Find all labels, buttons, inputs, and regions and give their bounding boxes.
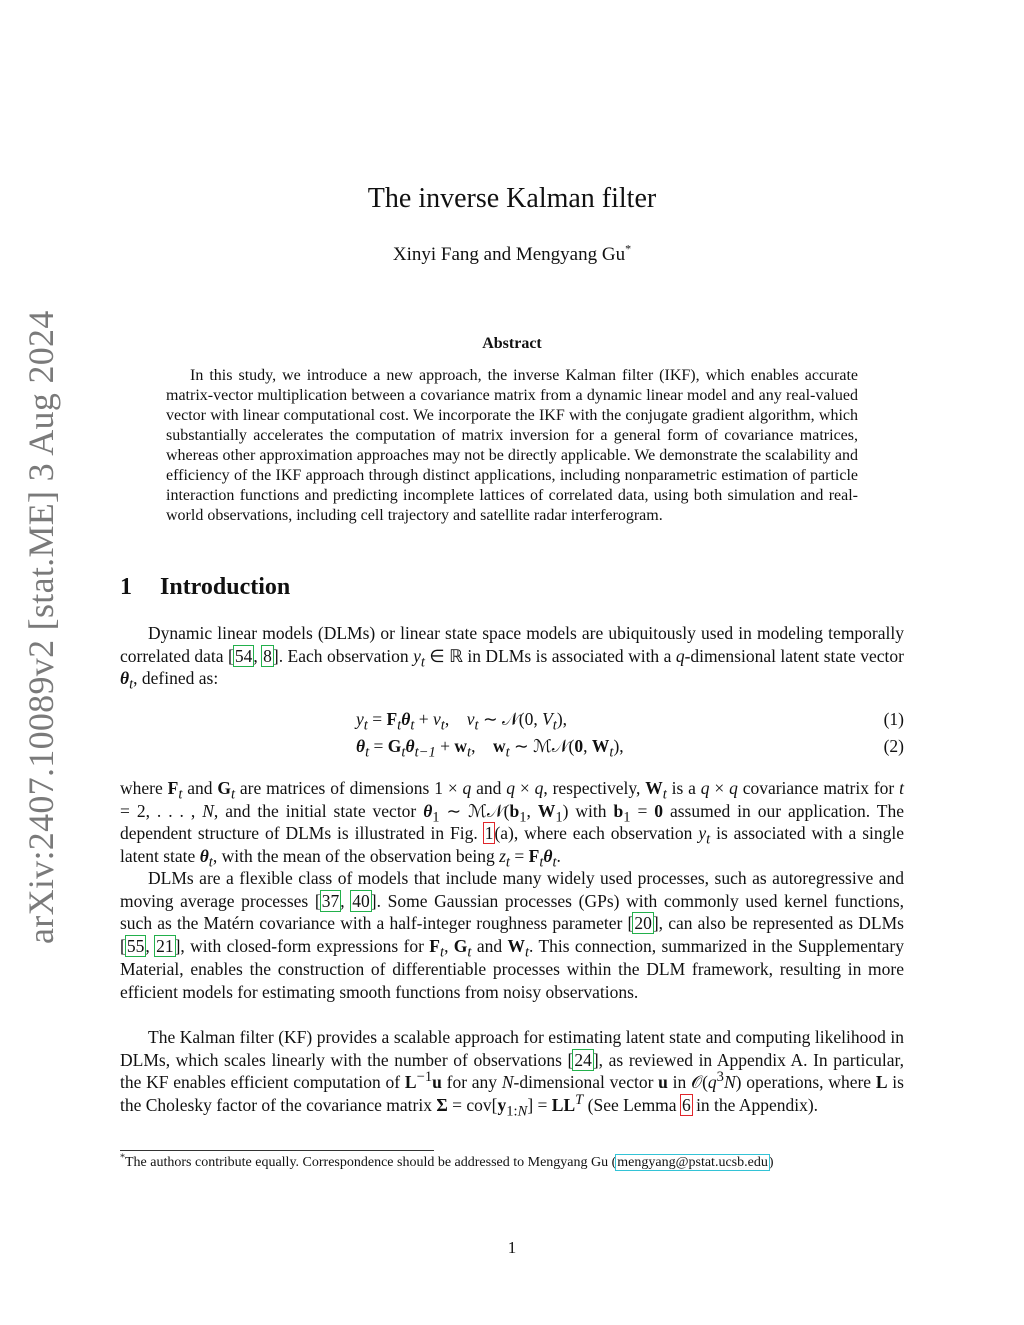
email-link[interactable]: mengyang@pstat.ucsb.edu [617,1155,768,1170]
citation-link[interactable]: 8 [263,645,272,666]
footnote-mark: * [120,1152,125,1164]
equation-2-body: $\theta_t = G_t\theta_{t-1} + w_t$, $w_t$ ∼ ℳ𝒩(0, $W_t$), [356,736,624,761]
section-number: 1 [120,574,132,600]
equation-2 [120,736,904,760]
author-footnote-mark: * [625,241,632,256]
author-line [0,241,1024,266]
citation-link[interactable]: 20 [634,913,652,934]
footnote: *The authors contribute equally. Correspondence should be addressed to Mengyang Gu (mengyang@pstat.ucsb.edu) [120,1152,774,1170]
arxiv-identifier-stamp: arXiv:2407.10089v2 [stat.ME] 3 Aug 2024 [21,310,61,944]
intro-paragraph-4: The Kalman filter (KF) provides a scalable approach for estimating latent state and computing likelihood in DLMs, which scales linearly with the number of observations [24], as reviewed in Appendix A. In particular, the KF enables efficient computation of $L^{-1}u$ for any N-dimensional vector u in $𝒪(q^3N)$ operations, where L is the Cholesky factor of the covariance matrix $\Sigma = cov[y_{1:N}] = LL^T$ (See Lemma 6 in the Appendix). [120,1027,904,1120]
abstract-heading: Abstract [482,335,542,352]
page-number: 1 [507,1238,517,1257]
section-title: Introduction [160,574,291,600]
citation-link[interactable]: 37 [321,890,340,911]
equation-1-body: $y_t = F_t\theta_t + v_t$, $v_t$ ∼ 𝒩(0, $V_t$), [356,709,568,734]
citation-link[interactable]: 55 [126,936,145,957]
citation-link[interactable]: 54 [234,645,253,666]
footnote-text: The authors contribute equally. Correspondence should be addressed to Mengyang Gu ( [125,1155,617,1170]
lemma-reference-link[interactable]: 6 [681,1095,691,1116]
intro-paragraph-3: DLMs are a flexible class of models that include many widely used processes, such as autoregressive and moving average processes [37, 40]. Some Gaussian processes (GPs) with commonly used kernel functions, such as the Matérn covariance with a half-integer roughness parameter [20], can also be represented as DLMs [55, 21], with closed-form expressions for $F_t$, $G_t$ and $W_t$. This connection, summarized in the Supplementary Material, enables the construction of differentiable processes within the DLM framework, resulting in more efficient models for estimating smooth functions from noisy observations. [120,868,905,1002]
equation-number: (2) [883,736,904,756]
citation-link[interactable]: 24 [574,1049,592,1070]
equation-1 [120,709,904,733]
equation-number: (1) [883,709,904,729]
intro-paragraph-1: Dynamic linear models (DLMs) or linear state space models are ubiquitously used in modeling temporally correlated data [54, 8]. Each observation $y_t$ ∈ ℝ in DLMs is associated with a q-dimensional latent state vector $\theta_t$, defined as: [120,623,904,693]
citation-link[interactable]: 21 [156,936,174,957]
footnote-divider [120,1150,434,1151]
intro-paragraph-2: where $F_t$ and $G_t$ are matrices of dimensions 1 × q and q × q, respectively, $W_t$ is a q × q covariance matrix for t = 2, . . . , N, and the initial state vector $\theta_1$ ∼ $ℳ𝒩(b_1$, $W_1$) with $b_1 = 0$ assumed in our application. The dependent structure of DLMs is illustrated in Fig. 1(a), where each observation $y_t$ is associated with a single latent state $\theta_t$, with the mean of the observation being $z_t = F_t\theta_t$. [120,778,904,871]
paper-title: The inverse Kalman filter [367,183,657,214]
authors: Xinyi Fang and Mengyang Gu [392,244,626,265]
citation-link[interactable]: 40 [352,890,370,911]
abstract-body: In this study, we introduce a new approach, the inverse Kalman filter (IKF), which enables accurate matrix-vector multiplication between a covariance matrix from a dynamic linear model and any real-valued vector with linear computational cost. We incorporate the IKF with the conjugate gradient algorithm, which substantially accelerates the computation of matrix inversion for a general form of covariance matrices, whereas other approximation approaches may not be directly applicable. We demonstrate the scalability and efficiency of the IKF approach through distinct applications, including nonparametric estimation of particle interaction functions and predicting incomplete lattices of correlated data, using both simulation and real-world observations, including cell trajectory and satellite radar interferogram. [166,367,858,524]
section-heading-introduction [120,574,290,601]
figure-reference-link[interactable]: 1 [484,823,494,844]
